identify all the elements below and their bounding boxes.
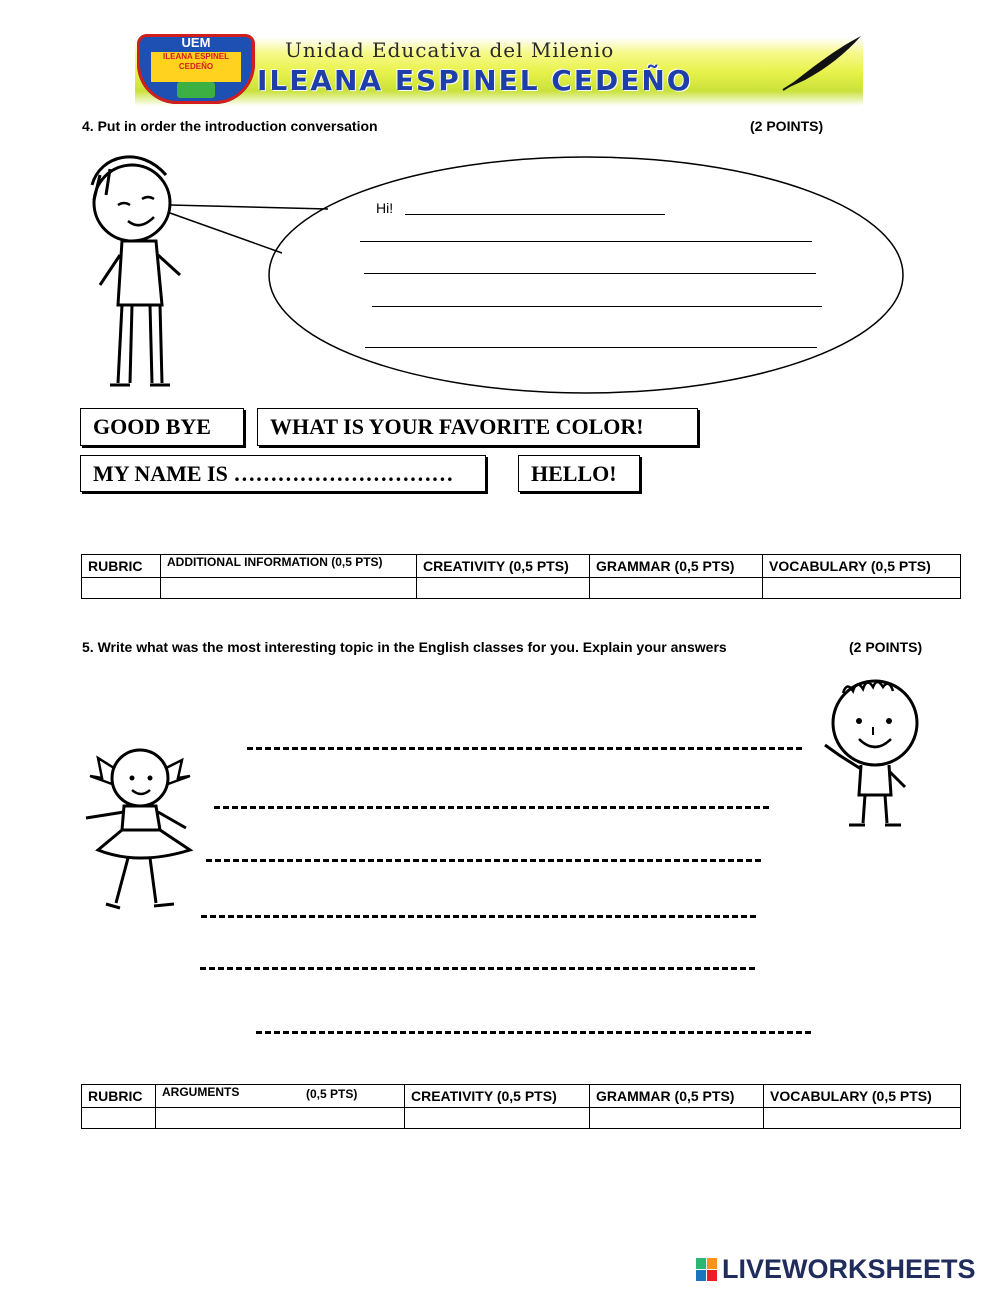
rubric-score-cell[interactable]	[156, 1108, 405, 1129]
word-box-good-bye[interactable]: GOOD BYE	[80, 408, 244, 446]
bubble-answer-line-3[interactable]	[364, 273, 816, 274]
school-shield-icon	[137, 34, 255, 104]
bubble-answer-line-4[interactable]	[372, 306, 822, 307]
question-4-points: (2 POINTS)	[750, 118, 824, 134]
shield-book	[177, 82, 215, 98]
liveworksheets-logo-icon	[696, 1258, 718, 1282]
shield-name: ILEANA ESPINEL CEDEÑO	[151, 52, 241, 82]
bubble-answer-line-5[interactable]	[365, 347, 817, 348]
answer-line-1[interactable]	[247, 747, 802, 750]
rubric-table-2	[81, 1084, 961, 1129]
question-4-title: 4. Put in order the introduction conversation	[82, 118, 378, 134]
banner-school-name: ILEANA ESPINEL CEDEÑO	[257, 64, 693, 97]
word-box-my-name[interactable]: MY NAME IS …………………………	[80, 455, 486, 492]
rubric-score-cell[interactable]	[405, 1108, 590, 1129]
word-box-favorite-color[interactable]: WHAT IS YOUR FAVORITE COLOR!	[257, 408, 698, 446]
bubble-greeting: Hi!	[376, 200, 394, 216]
rubric-col-grammar: GRAMMAR (0,5 PTS)	[590, 555, 763, 578]
rubric-col-vocabulary: VOCABULARY (0,5 PTS)	[763, 555, 961, 578]
rubric-col-creativity: CREATIVITY (0,5 PTS)	[417, 555, 590, 578]
girl-drawing-icon	[78, 748, 198, 913]
rubric-arguments-name: ARGUMENTS	[162, 1085, 240, 1099]
answer-line-2[interactable]	[214, 806, 769, 809]
answer-line-5[interactable]	[200, 967, 755, 970]
bubble-answer-line-2[interactable]	[360, 241, 812, 242]
rubric-score-cell[interactable]	[590, 1108, 764, 1129]
rubric-score-cell[interactable]	[763, 578, 961, 599]
rubric-col-vocabulary: VOCABULARY (0,5 PTS)	[764, 1085, 961, 1108]
word-box-hello[interactable]: HELLO!	[518, 455, 640, 492]
rubric-score-cell[interactable]	[590, 578, 763, 599]
rubric-score-cell[interactable]	[764, 1108, 961, 1129]
rubric-col-additional-info: ADDITIONAL INFORMATION (0,5 PTS)	[161, 555, 417, 578]
rubric-score-cell	[82, 578, 161, 599]
bubble-answer-line-1[interactable]	[405, 214, 665, 215]
shield-title: UEM	[181, 35, 211, 50]
answer-line-3[interactable]	[206, 859, 761, 862]
rubric-col-arguments	[156, 1085, 405, 1108]
banner-subtitle: Unidad Educativa del Milenio	[285, 38, 615, 62]
boy-drawing-icon	[70, 145, 920, 395]
waving-boy-icon	[815, 675, 940, 835]
rubric-arguments-points: (0,5 PTS)	[306, 1087, 358, 1101]
school-banner	[135, 30, 863, 106]
question-5-title: 5. Write what was the most interesting topic in the English classes for you. Explain your answers	[82, 639, 727, 655]
rubric-score-cell[interactable]	[161, 578, 417, 599]
rubric-table-1	[81, 554, 961, 599]
rubric-label: RUBRIC	[82, 555, 161, 578]
liveworksheets-logo[interactable]	[696, 1254, 996, 1286]
answer-line-4[interactable]	[201, 915, 756, 918]
rubric-col-grammar: GRAMMAR (0,5 PTS)	[590, 1085, 764, 1108]
liveworksheets-brand: LIVEWORKSHEETS	[722, 1254, 976, 1284]
feather-icon	[775, 34, 865, 94]
question-5-points: (2 POINTS)	[849, 639, 923, 655]
rubric-col-creativity: CREATIVITY (0,5 PTS)	[405, 1085, 590, 1108]
rubric-label: RUBRIC	[82, 1085, 156, 1108]
answer-line-6[interactable]	[256, 1031, 811, 1034]
rubric-score-cell[interactable]	[417, 578, 590, 599]
rubric-score-cell	[82, 1108, 156, 1129]
